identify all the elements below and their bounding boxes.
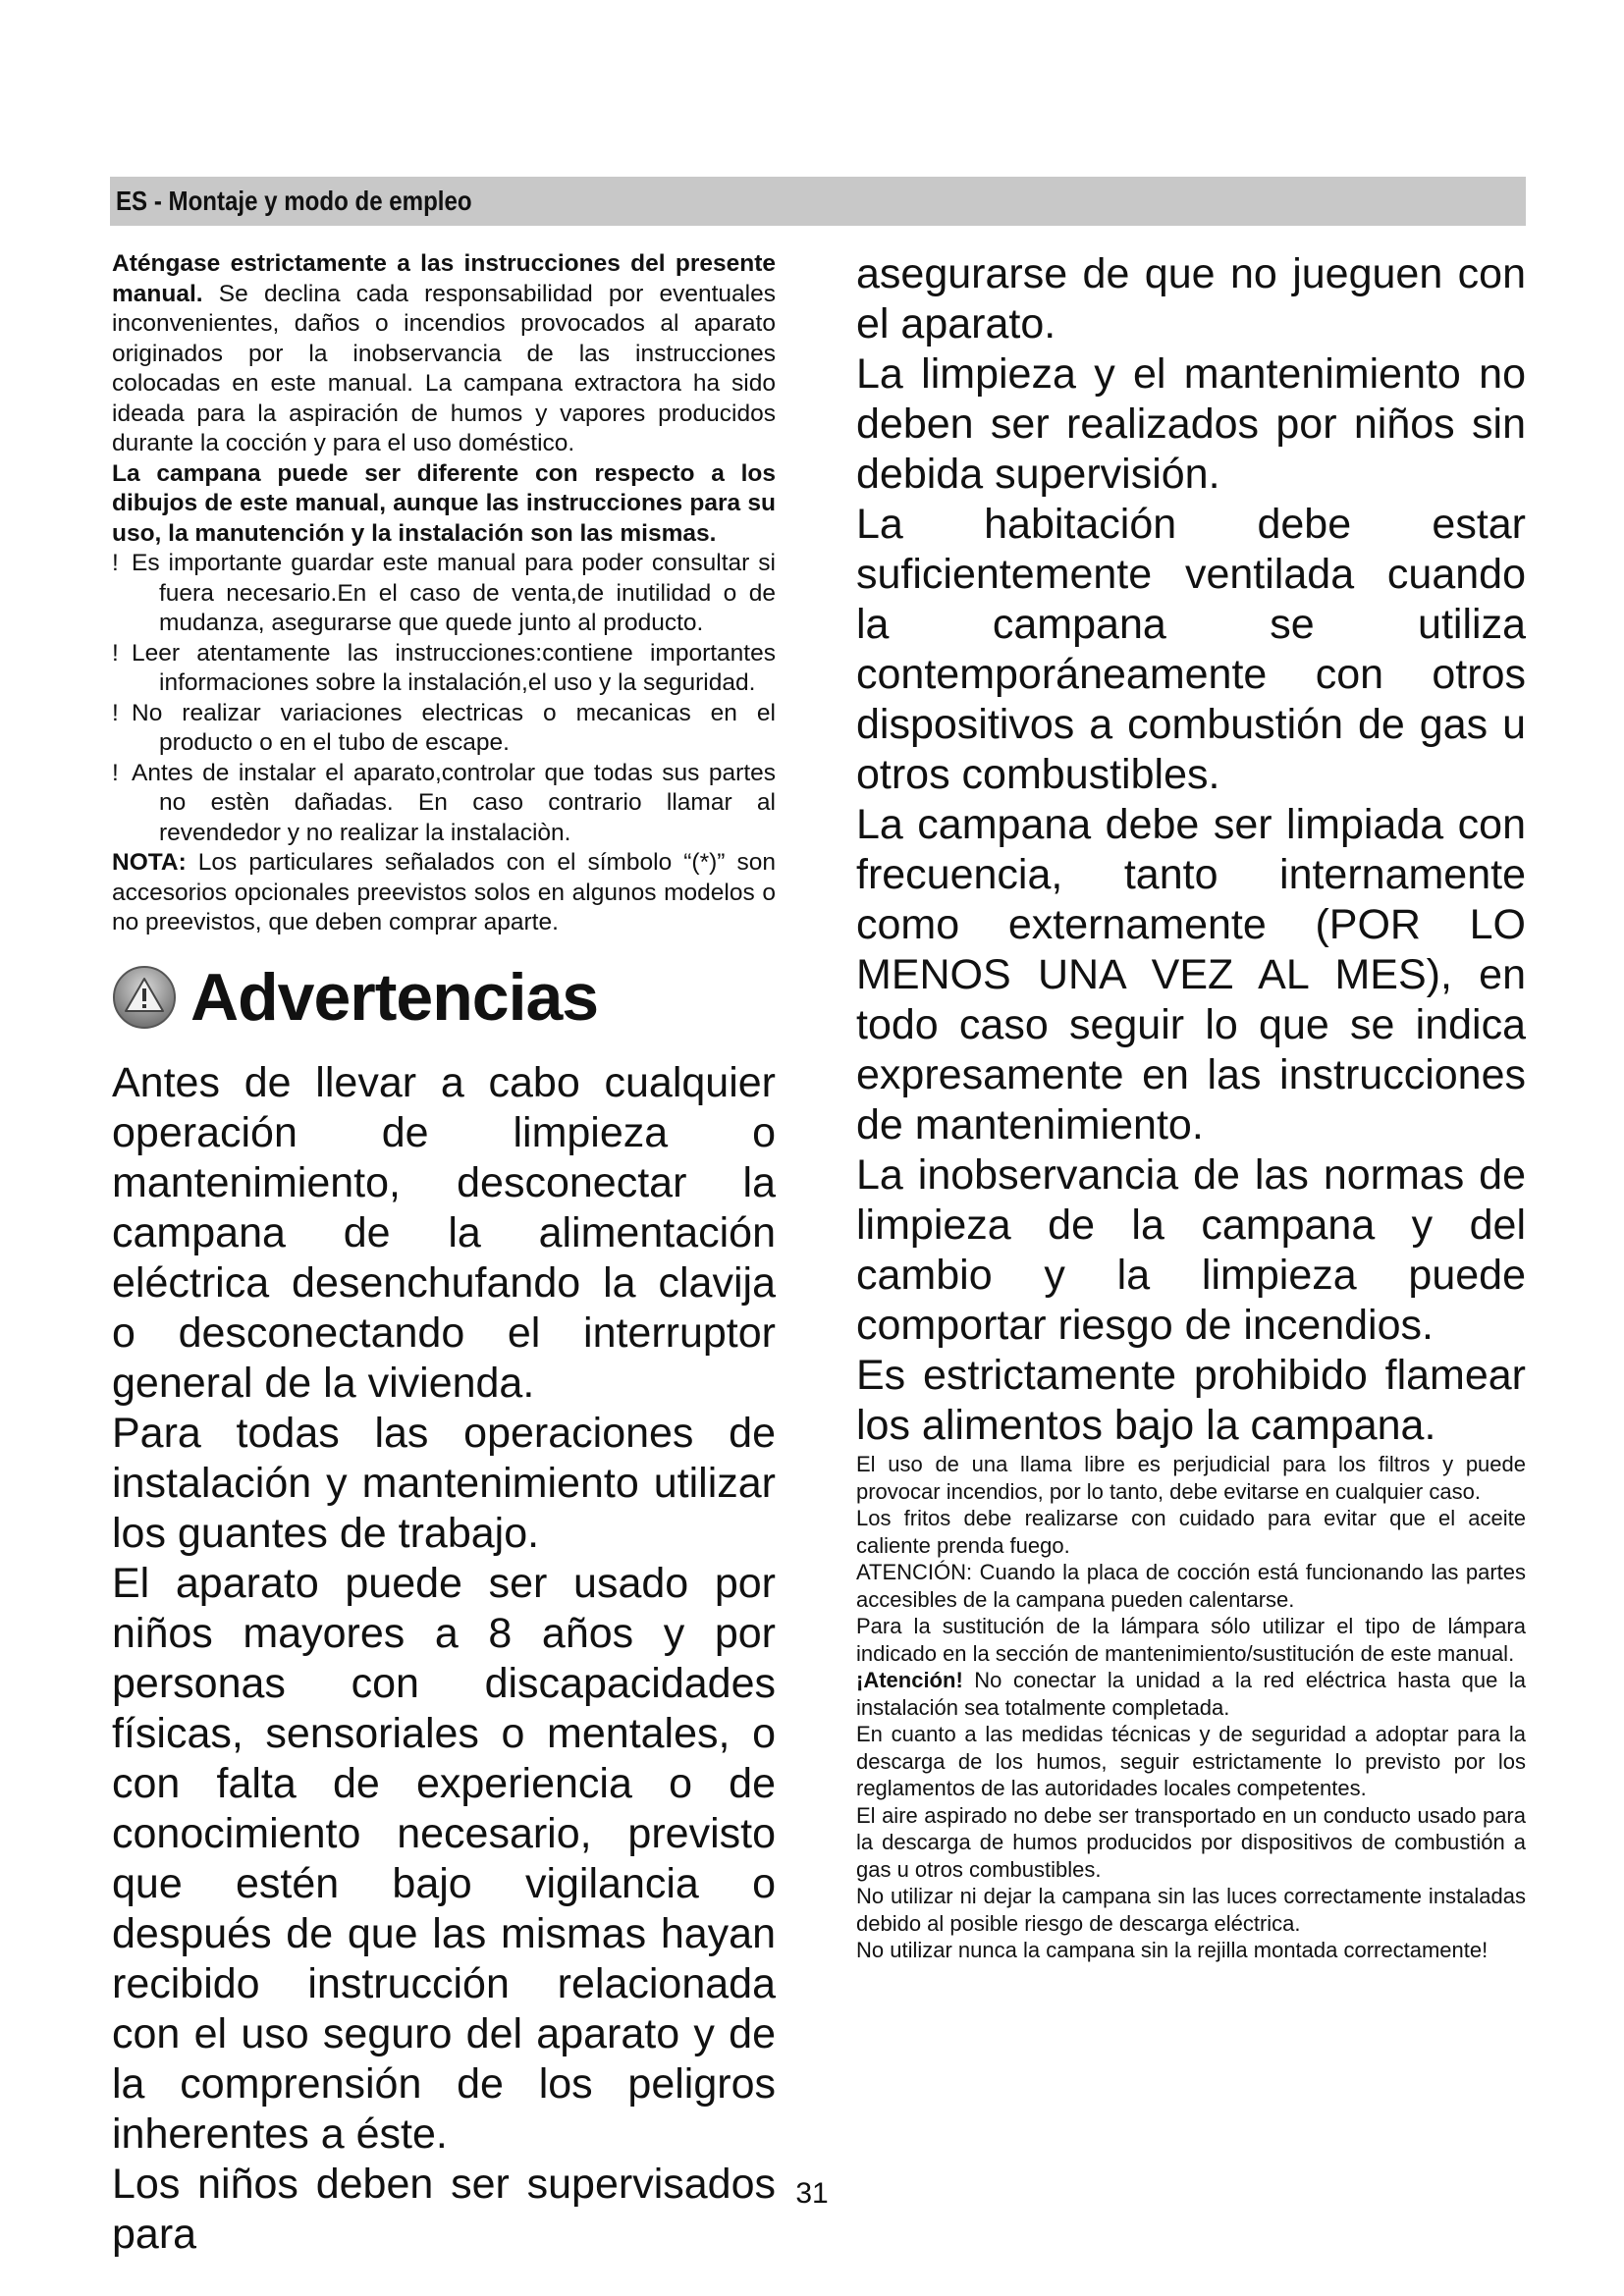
note-paragraph [112,459,776,550]
bullet-item [112,699,776,759]
intro-text: Se declina cada responsabilidad por eventuales inconvenientes, daños o incendios provocados al aparato originados por la inobservancia de las instrucciones colocadas en este manual. La campana extractora ha sido ideada para la aspiración de humos y vapores producidos durante la cocción y para el uso doméstico. [112,280,776,456]
bullet-text: Antes de instalar el aparato,controlar que todas sus partes no estèn dañadas. En caso contrario llamar al revendedor y no realizar la instalaciòn. [132,759,776,846]
bullet-item [112,549,776,639]
warning-paragraph: La habitación debe estar suficientemente ventilada cuando la campana se utiliza contemporáneamente con otros dispositivos a combustión de gas u otros combustibles. [856,501,1526,798]
warning-paragraph: asegurarse de que no jueguen con el aparato. [856,250,1526,347]
bullet-item [112,759,776,849]
safety-paragraph: No utilizar ni dejar la campana sin las luces correctamente instaladas debido al posible riesgo de descarga eléctrica. [856,1884,1526,1936]
nota-paragraph [112,848,776,938]
warning-paragraph: Los niños deben ser supervisados para [112,2160,776,2258]
warnings-heading [112,948,776,1046]
exclamation-icon: ! [112,639,119,667]
warning-icon [112,965,177,1030]
warning-paragraph: Es estrictamente prohibido flamear los alimentos bajo la campana. [856,1352,1526,1449]
bullet-item [112,639,776,699]
atencion-text: No conectar la unidad a la red eléctrica hasta que la instalación sea totalmente completada. [856,1668,1526,1720]
exclamation-icon: ! [112,699,119,726]
bullet-text: No realizar variaciones electricas o mecanicas en el producto o en el tubo de escape. [132,699,776,756]
intro-paragraph [112,249,776,459]
nota-label: NOTA: [112,849,187,876]
bullet-text: Leer atentamente las instrucciones:contiene importantes informaciones sobre la instalación,el uso y la seguridad. [132,639,776,696]
nota-text: Los particulares señalados con el símbolo “(*)” son accesorios opcionales preevistos solos en algunos modelos o no preevistos, que deben comprar aparte. [112,849,776,935]
right-column [856,249,1526,1964]
intro-bold-text: Aténgase estrictamente a las instrucciones del presente manual. [112,250,776,307]
page-number: 31 [795,2177,829,2210]
warning-paragraph: La inobservancia de las normas de limpieza de la campana y del cambio y la limpieza puede comportar riesgo de incendios. [856,1151,1526,1349]
atencion-bold: ¡Atención! [856,1668,963,1692]
warning-paragraph: Antes de llevar a cabo cualquier operación de limpieza o mantenimiento, desconectar la campana de la alimentación eléctrica desenchufando la clavija o desconectando el interruptor general de la vivienda. [112,1058,776,1407]
safety-paragraph: ATENCIÓN: Cuando la placa de cocción está funcionando las partes accesibles de la campana pueden calentarse. [856,1560,1526,1612]
section-header-bar [110,177,1526,226]
safety-paragraph: Los fritos debe realizarse con cuidado para evitar que el aceite caliente prenda fuego. [856,1506,1526,1558]
safety-paragraph: Para la sustitución de la lámpara sólo utilizar el tipo de lámpara indicado en la sección de mantenimiento/sustitución de este manual. [856,1614,1526,1666]
note-bold-text: La campana puede ser diferente con respecto a los dibujos de este manual, aunque las instrucciones para su uso, la manutención y la instalación son las mismas. [112,459,776,547]
warning-paragraph: Para todas las operaciones de instalación y mantenimiento utilizar los guantes de trabajo. [112,1409,776,1557]
warning-paragraph: El aparato puede ser usado por niños mayores a 8 años y por personas con discapacidades físicas, sensoriales o mentales, o con falta de experiencia o de conocimiento necesario, previsto que estén bajo vigilancia o después de que las mismas hayan recibido instrucción relacionada con el uso seguro del aparato y de la comprensión de los peligros inherentes a éste. [112,1559,776,2158]
exclamation-icon: ! [112,759,119,786]
warning-paragraph: La limpieza y el mantenimiento no deben ser realizados por niños sin debida supervisión. [856,350,1526,498]
warning-paragraph: La campana debe ser limpiada con frecuencia, tanto internamente como externamente (POR LO MENOS UNA VEZ AL MES), en todo caso seguir lo que se indica expresamente en las instrucciones de mantenimiento. [856,801,1526,1148]
left-column [112,249,776,2260]
section-title: ES - Montaje y modo de empleo [116,186,472,216]
safety-paragraph: El uso de una llama libre es perjudicial para los filtros y puede provocar incendios, por lo tanto, debe evitarse en cualquier caso. [856,1452,1526,1504]
exclamation-icon: ! [112,550,119,576]
warnings-title: Advertencias [190,959,599,1035]
atencion-paragraph [856,1667,1526,1721]
safety-paragraph: No utilizar nunca la campana sin la rejilla montada correctamente! [856,1938,1489,1962]
safety-paragraph: En cuanto a las medidas técnicas y de seguridad a adoptar para la descarga de los humos, seguir estrictamente lo previsto por los reglamentos de las autoridades locales competentes. [856,1722,1526,1800]
safety-paragraph: El aire aspirado no debe ser transportado en un conducto usado para la descarga de humos producidos por dispositivos de combustión a gas u otros combustibles. [856,1802,1526,1882]
bullet-text: Es importante guardar este manual para poder consultar si fuera necesario.En el caso de venta,de inutilidad o de mudanza, asegurarse que quede junto al producto. [132,550,776,636]
